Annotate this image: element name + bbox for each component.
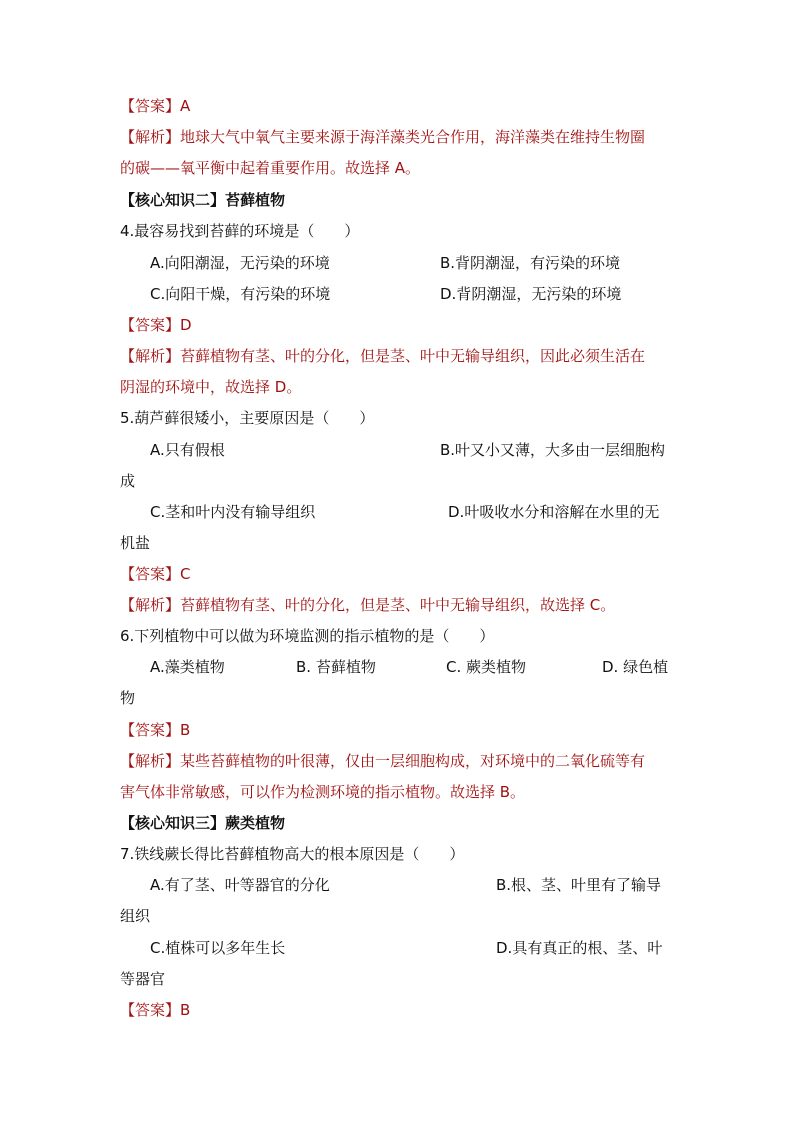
- question-6-option-c: C. 蕨类植物: [446, 658, 527, 676]
- explanation-5: 【解析】苔藓植物有茎、叶的分化，但是茎、叶中无输导组织，故选择 C。: [120, 596, 616, 614]
- answer-4: 【答案】D: [120, 316, 192, 334]
- question-6: 6.下列植物中可以做为环境监测的指示植物的是（ ）: [120, 627, 495, 645]
- question-4-option-c: C.向阳干燥，有污染的环境: [150, 285, 331, 303]
- explanation-1-line-1: 【解析】地球大气中氧气主要来源于海洋藻类光合作用，海洋藻类在维持生物圈: [120, 128, 646, 146]
- question-7-option-b-wrap: 组织: [120, 907, 151, 925]
- answer-1: 【答案】A: [120, 97, 191, 115]
- question-7-option-d-wrap: 等器官: [120, 970, 166, 988]
- question-6-option-a: A.藻类植物: [150, 658, 225, 676]
- question-7-option-a: A.有了茎、叶等器官的分化: [150, 876, 330, 894]
- question-6-option-b: B. 苔藓植物: [296, 658, 376, 676]
- question-4: 4.最容易找到苔藓的环境是（ ）: [120, 222, 360, 240]
- answer-6: 【答案】B: [120, 721, 191, 739]
- question-5-option-d-wrap: 机盐: [120, 534, 151, 552]
- answer-7: 【答案】B: [120, 1001, 191, 1019]
- question-6-option-d: D. 绿色植: [602, 658, 669, 676]
- question-5: 5.葫芦藓很矮小，主要原因是（ ）: [120, 409, 375, 427]
- question-7-option-d: D.具有真正的根、茎、叶: [496, 939, 663, 957]
- question-6-option-d-wrap: 物: [120, 689, 136, 707]
- explanation-6-line-2: 害气体非常敏感，可以作为检测环境的指示植物。故选择 B。: [120, 783, 526, 801]
- section-heading-2: 【核心知识二】苔藓植物: [120, 191, 286, 209]
- explanation-6-line-1: 【解析】某些苔藓植物的叶很薄，仅由一层细胞构成，对环境中的二氧化硫等有: [120, 752, 646, 770]
- question-4-option-d: D.背阴潮湿，无污染的环境: [440, 285, 622, 303]
- question-5-option-b: B.叶又小又薄，大多由一层细胞构: [440, 441, 666, 459]
- question-5-option-d: D.叶吸收水分和溶解在水里的无: [448, 503, 660, 521]
- explanation-4-line-2: 阴湿的环境中，故选择 D。: [120, 378, 302, 396]
- question-4-option-b: B.背阴潮湿，有污染的环境: [440, 254, 621, 272]
- question-7-option-c: C.植株可以多年生长: [150, 939, 286, 957]
- question-5-option-c: C.茎和叶内没有输导组织: [150, 503, 316, 521]
- answer-5: 【答案】C: [120, 565, 191, 583]
- question-5-option-a: A.只有假根: [150, 441, 225, 459]
- question-7-option-b: B.根、茎、叶里有了输导: [496, 876, 662, 894]
- question-7: 7.铁线蕨长得比苔藓植物高大的根本原因是（ ）: [120, 845, 465, 863]
- section-heading-3: 【核心知识三】蕨类植物: [120, 814, 286, 832]
- explanation-4-line-1: 【解析】苔藓植物有茎、叶的分化，但是茎、叶中无输导组织，因此必须生活在: [120, 347, 646, 365]
- question-4-option-a: A.向阳潮湿，无污染的环境: [150, 254, 330, 272]
- explanation-1-line-2: 的碳——氧平衡中起着重要作用。故选择 A。: [120, 159, 421, 177]
- question-5-option-b-wrap: 成: [120, 472, 136, 490]
